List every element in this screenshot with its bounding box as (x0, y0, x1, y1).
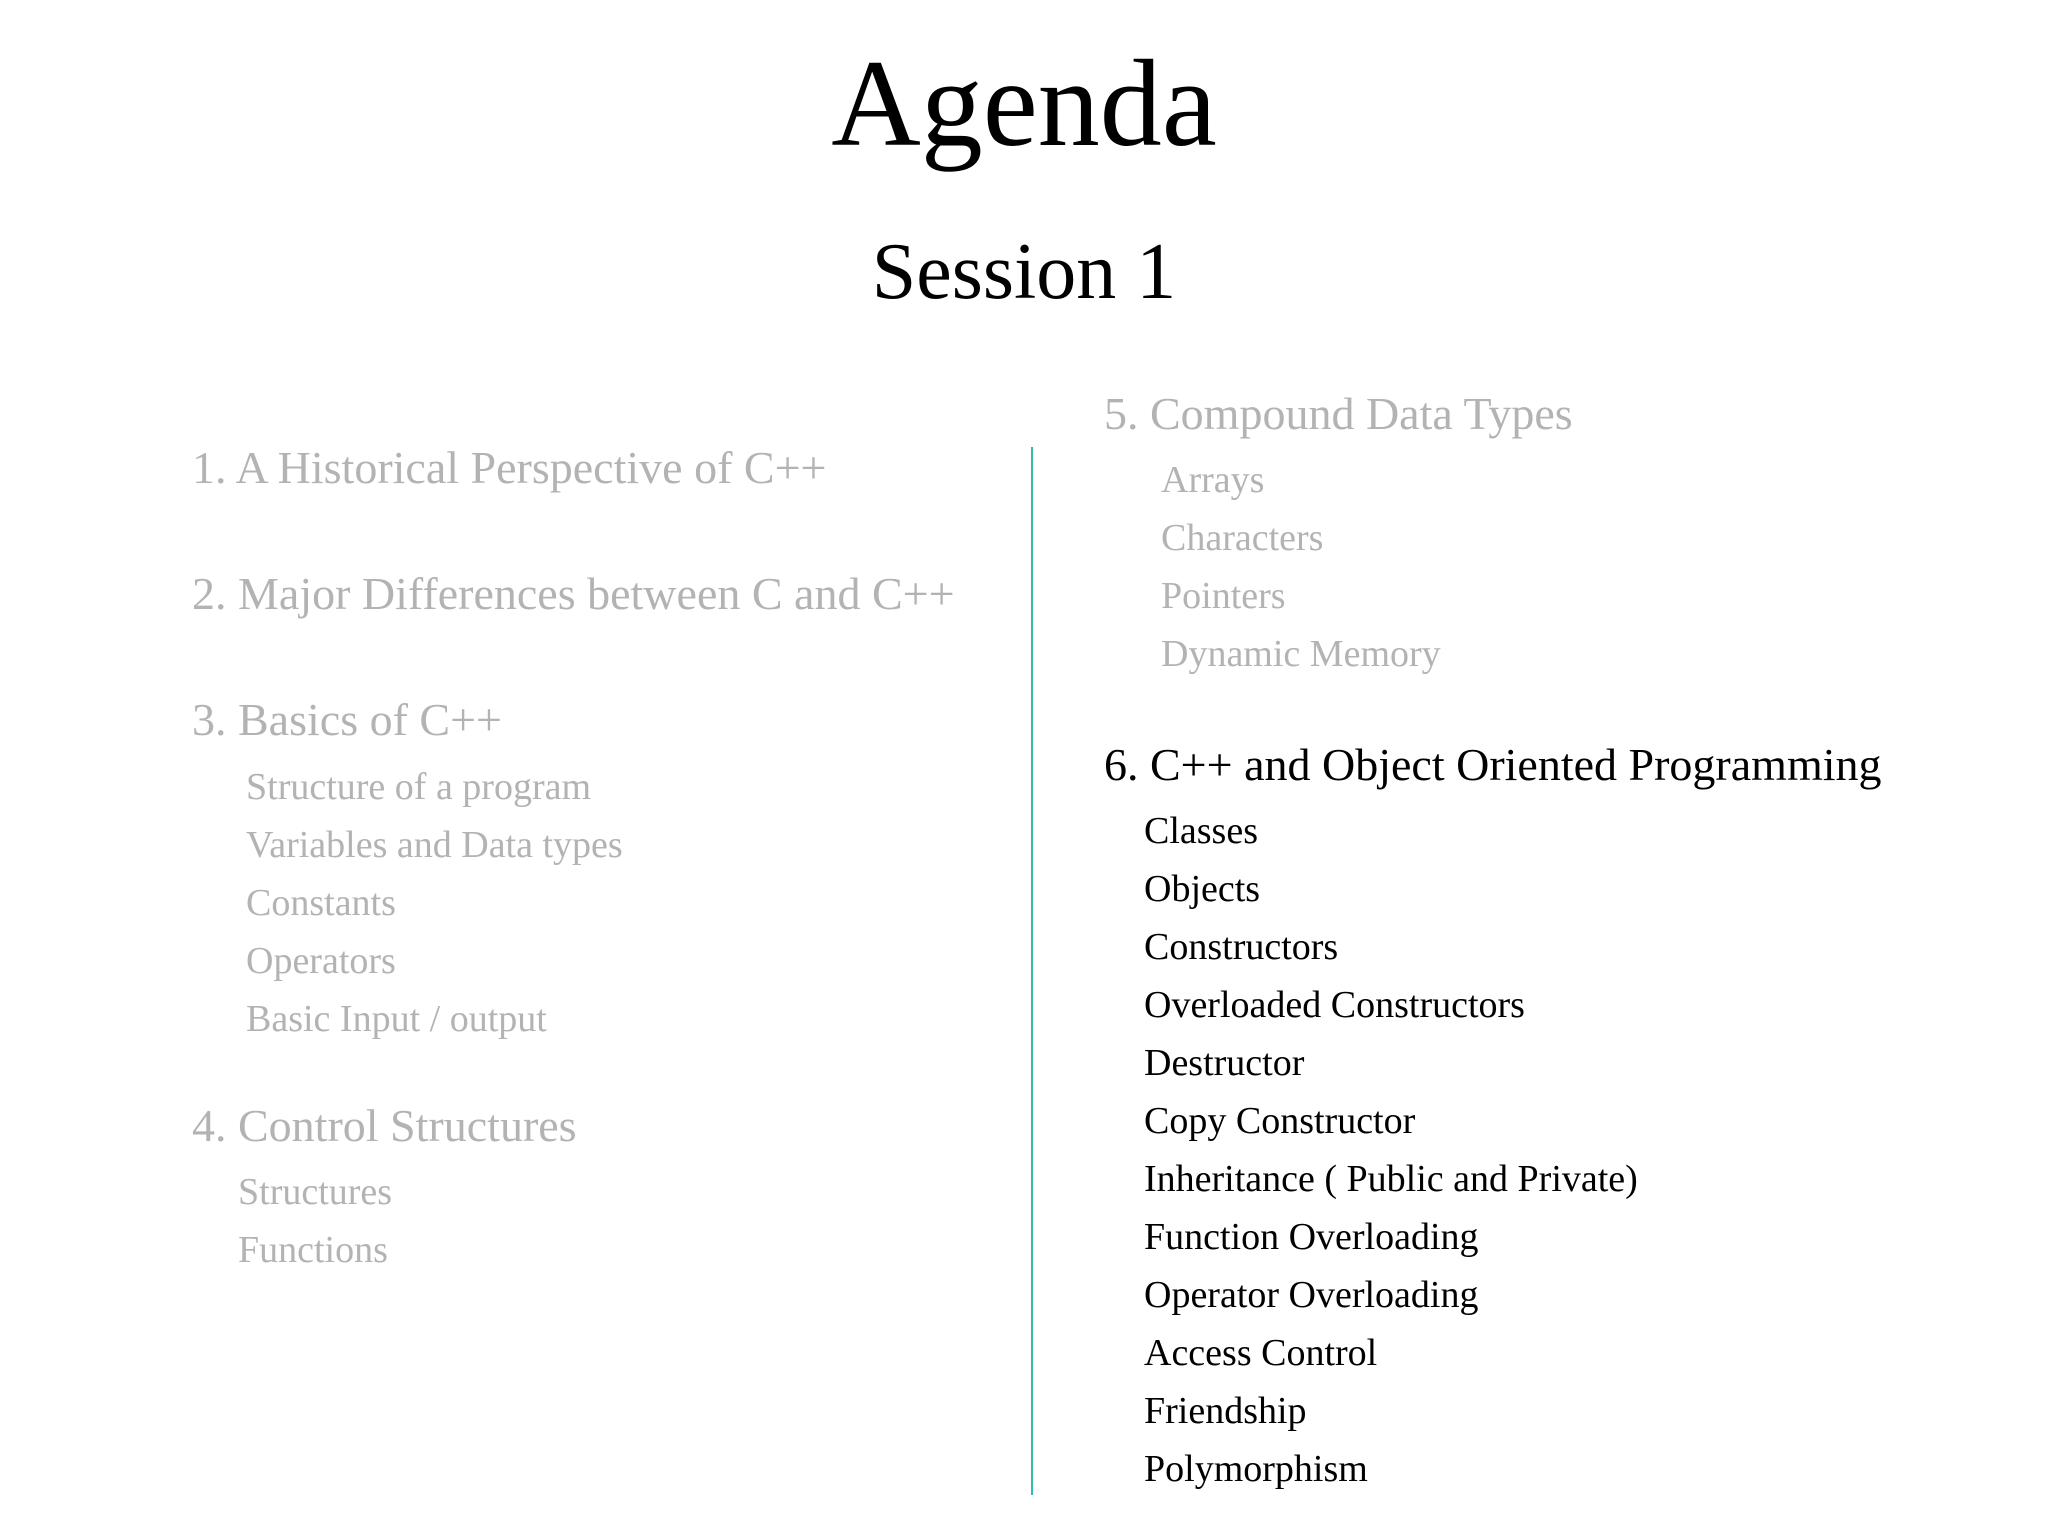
list-item: Constructors (1144, 926, 1339, 969)
list-item: Arrays (1161, 459, 1265, 502)
section-heading: 1. A Historical Perspective of C++ (192, 442, 827, 493)
list-item: Objects (1144, 868, 1261, 911)
list-item: Pointers (1161, 575, 1286, 618)
section-heading: 5. Compound Data Types (1104, 388, 1573, 439)
list-item: Function Overloading (1144, 1216, 1479, 1259)
list-item: Structures (238, 1170, 393, 1213)
list-item: Copy Constructor (1144, 1100, 1416, 1143)
section-item-list (192, 1163, 1012, 1279)
list-item: Constants (246, 881, 396, 924)
agenda-section-6-current (1104, 737, 2004, 1498)
agenda-section-5 (1104, 386, 2004, 683)
list-item: Characters (1161, 517, 1324, 560)
agenda-section-2 (192, 566, 1012, 621)
agenda-left-column (192, 440, 1012, 1279)
list-item: Functions (238, 1228, 388, 1271)
session-subtitle: Session 1 (871, 228, 1177, 316)
list-item: Operators (246, 939, 396, 982)
section-item-list (1104, 802, 2004, 1498)
list-item: Structure of a program (246, 765, 592, 808)
section-item-list (192, 758, 1012, 1048)
list-item: Overloaded Constructors (1144, 984, 1525, 1027)
list-item: Classes (1144, 810, 1258, 853)
list-item: Friendship (1144, 1390, 1307, 1433)
section-heading: 6. C++ and Object Oriented Programming (1104, 739, 1882, 791)
list-item: Basic Input / output (246, 997, 547, 1040)
list-item: Polymorphism (1144, 1448, 1368, 1491)
agenda-section-4 (192, 1098, 1012, 1279)
list-item: Access Control (1144, 1332, 1378, 1375)
section-heading: 2. Major Differences between C and C++ (192, 568, 955, 620)
section-heading: 3. Basics of C++ (192, 694, 502, 746)
section-heading: 4. Control Structures (192, 1099, 577, 1151)
list-item: Dynamic Memory (1161, 633, 1441, 676)
list-item: Inheritance ( Public and Private) (1144, 1158, 1638, 1201)
agenda-section-1 (192, 440, 1012, 495)
slide-title: Agenda (831, 35, 1217, 172)
section-item-list (1104, 451, 2004, 683)
agenda-right-column (1104, 386, 2004, 1498)
column-divider (1031, 447, 1033, 1495)
list-item: Operator Overloading (1144, 1274, 1479, 1317)
list-item: Variables and Data types (246, 823, 623, 866)
list-item: Destructor (1144, 1042, 1305, 1085)
agenda-section-3 (192, 692, 1012, 1047)
